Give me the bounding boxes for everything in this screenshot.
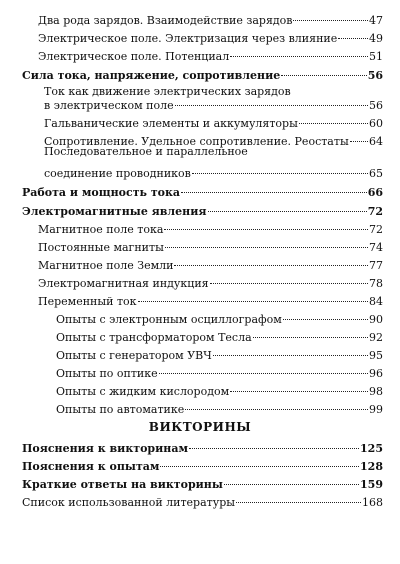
toc-entry-title: Магнитное поле Земли: [38, 259, 174, 272]
dot-leader: [185, 398, 368, 410]
toc-entry-title: Сопротивление. Удельное сопротивление. Реостаты: [44, 135, 349, 148]
dot-leader: [165, 236, 368, 248]
toc-entry-title: Переменный ток: [38, 295, 137, 308]
toc-entry-title: Магнитное поле тока: [38, 223, 164, 236]
toc-entry-page: 65: [369, 167, 383, 180]
toc-chapter-title: Электромагнитные явления: [22, 205, 207, 218]
toc-chapter-title: Сила тока, напряжение, сопротивление: [22, 69, 281, 82]
toc-chapter-page: 72: [367, 205, 383, 218]
toc-entry-title: в электрическом поле: [44, 99, 174, 112]
toc-entry-title: Электрическое поле. Потенциал: [38, 50, 230, 63]
toc-chapter-title: Работа и мощность тока: [22, 186, 181, 199]
toc-entry-page: 84: [369, 295, 383, 308]
dot-leader: [174, 254, 368, 266]
dot-leader: [213, 344, 368, 356]
toc-entry-page: 96: [369, 367, 383, 380]
dot-leader: [192, 162, 368, 174]
toc-chapter-page: 56: [367, 69, 383, 82]
toc-entry-page: 78: [369, 277, 383, 290]
toc-chapter-title: Пояснения к викторинам: [22, 442, 189, 455]
toc-chapter-title: Пояснения к опытам: [22, 460, 160, 473]
dot-leader: [338, 27, 368, 39]
toc-entry-page: 49: [369, 32, 383, 45]
toc-entry-title-line1: Ток как движение электрических зарядов: [44, 85, 291, 98]
toc-chapter-page: 66: [367, 186, 383, 199]
toc-entry-title: Электромагнитная индукция: [38, 277, 209, 290]
toc-entry-page: 74: [369, 241, 383, 254]
toc-entry-title: Опыты с жидким кислородом: [56, 385, 230, 398]
dot-leader: [283, 308, 368, 320]
toc-entry-page: 72: [369, 223, 383, 236]
toc-entry-title: Два рода зарядов. Взаимодействие зарядов: [38, 14, 293, 27]
toc-entry-page: 56: [369, 99, 383, 112]
dot-leader: [189, 437, 359, 449]
dot-leader: [281, 64, 366, 76]
dot-leader: [138, 290, 368, 302]
dot-leader: [253, 326, 368, 338]
dot-leader: [208, 200, 367, 212]
dot-leader: [159, 362, 368, 374]
toc-entry-page: 64: [369, 135, 383, 148]
dot-leader: [160, 455, 359, 467]
toc-entry-title: Электрическое поле. Электризация через влияние: [38, 32, 338, 45]
toc-entry-title: Опыты с электронным осциллографом: [56, 313, 282, 326]
toc-chapter-title: Краткие ответы на викторины: [22, 478, 223, 491]
toc-entry-page: 77: [369, 259, 383, 272]
dot-leader: [350, 130, 368, 142]
toc-entry-title: Постоянные магниты: [38, 241, 164, 254]
toc-entry-page: 90: [369, 313, 383, 326]
toc-entry-page: 92: [369, 331, 383, 344]
toc-chapter-page: 159: [360, 478, 383, 491]
dot-leader: [299, 112, 368, 124]
dot-leader: [230, 45, 368, 57]
toc-entry-title: Опыты по автоматике: [56, 403, 185, 416]
toc-chapter-page: 128: [360, 460, 383, 473]
toc-entry-title-line1: Последовательное и параллельное: [44, 145, 248, 158]
toc-entry-page: 168: [362, 496, 383, 509]
toc-entry-page: 99: [369, 403, 383, 416]
toc-entry-page: 95: [369, 349, 383, 362]
toc-entry-title: Гальванические элементы и аккумуляторы: [44, 117, 298, 130]
toc-entry-title: Список использованной литературы: [22, 496, 236, 509]
dot-leader: [293, 9, 368, 21]
toc-entry-title: Опыты по оптике: [56, 367, 158, 380]
toc-entry-page: 47: [369, 14, 383, 27]
toc-entry-page: 98: [369, 385, 383, 398]
toc-entry-title: Опыты с трансформатором Тесла: [56, 331, 252, 344]
dot-leader: [175, 94, 368, 106]
dot-leader: [181, 181, 367, 193]
dot-leader: [230, 380, 368, 392]
toc-chapter-page: 125: [360, 442, 383, 455]
toc-entry-page: 60: [369, 117, 383, 130]
dot-leader: [224, 473, 359, 485]
dot-leader: [210, 272, 368, 284]
section-heading: ВИКТОРИНЫ: [148, 420, 252, 434]
dot-leader: [236, 491, 361, 503]
toc-entry-title: Опыты с генератором УВЧ: [56, 349, 212, 362]
dot-leader: [164, 218, 368, 230]
toc-entry-page: 51: [369, 50, 383, 63]
toc-entry-title: соединение проводников: [44, 167, 191, 180]
